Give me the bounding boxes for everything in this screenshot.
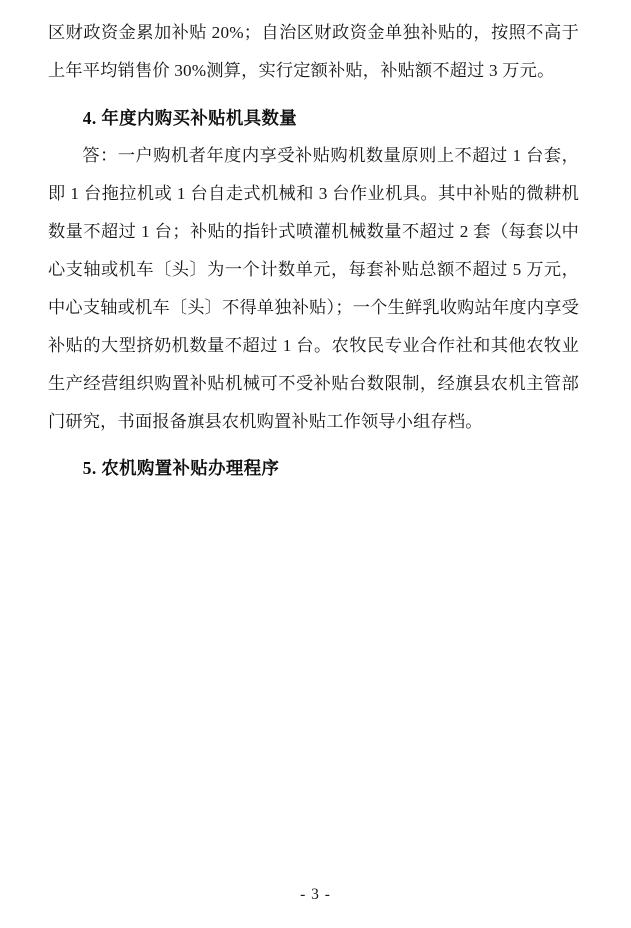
page-footer xyxy=(0,886,631,904)
paragraph-answer-4: 答：一户购机者年度内享受补贴购机数量原则上不超过 1 台套，即 1 台拖拉机或 1 台自走式机械和 3 台作业机具。其中补贴的微耕机数量不超过 1 台；补贴的指针式喷灌机械数量不超过 2 套（每套以中心支轴或机车〔头〕为一个计数单元，每套补贴总额不超过 5 万元，中心支轴或机车〔头〕不得单独补贴）；一个生鲜乳收购站年度内享受补贴的大型挤奶机数量不超过 1 台。农牧民专业合作社和其他农牧业生产经营组织购置补贴机械可不受补贴台数限制，经旗县农机主管部门研究，书面报备旗县农机购置补贴工作领导小组存档。 xyxy=(48,146,579,431)
page-number: - 3 - xyxy=(300,886,331,903)
blank-page-area xyxy=(48,487,579,787)
section-heading-4: 4. 年度内购买补贴机具数量 xyxy=(82,108,298,128)
spacer xyxy=(48,441,579,449)
section-heading-5: 5. 农机购置补贴办理程序 xyxy=(82,458,280,478)
spacer xyxy=(48,90,579,99)
paragraph-continued-subsidy: 区财政资金累加补贴 20%；自治区财政资金单独补贴的，按照不高于上年平均销售价 30%测算，实行定额补贴，补贴额不超过 3 万元。 xyxy=(48,23,579,80)
